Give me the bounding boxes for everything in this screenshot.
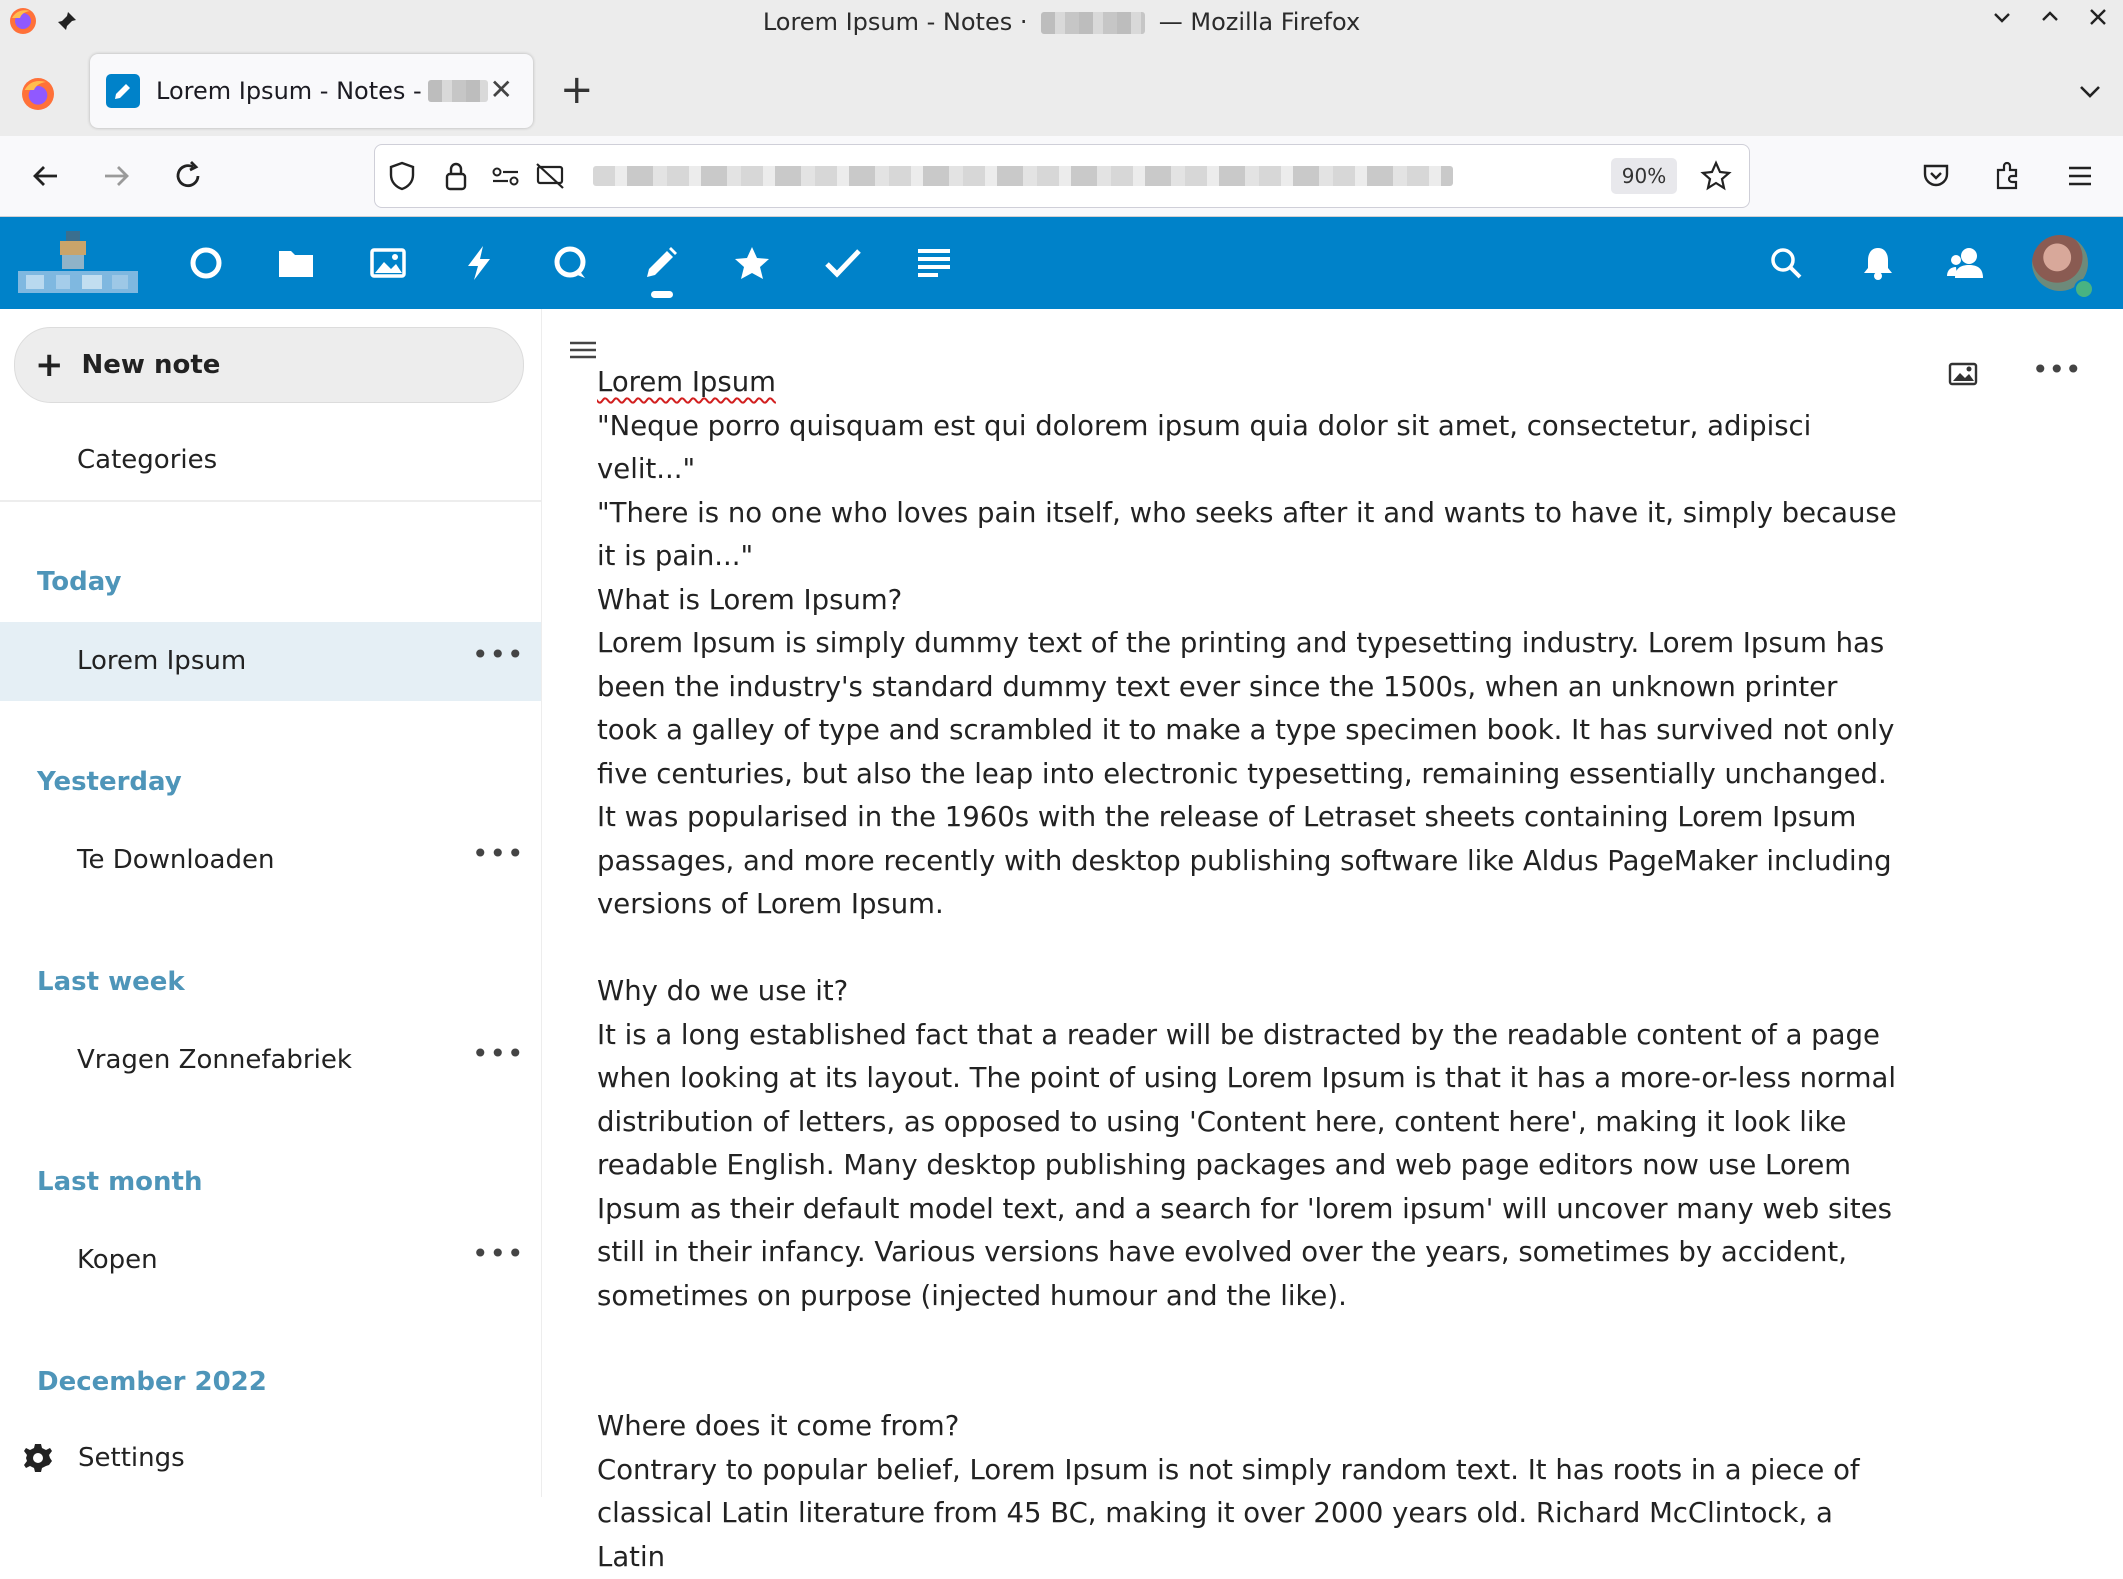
extensions-icon[interactable] <box>1988 156 2028 196</box>
minimize-icon[interactable] <box>1991 6 2013 34</box>
nextcloud-logo[interactable] <box>16 231 140 295</box>
note-editor-more-icon[interactable]: ••• <box>2032 353 2082 386</box>
redacted-domain <box>1041 12 1145 34</box>
note-actions-more-icon[interactable]: ••• <box>472 638 525 671</box>
note-item-kopen[interactable] <box>0 1221 541 1300</box>
forward-icon[interactable] <box>96 156 136 196</box>
window-title-prefix: Lorem Ipsum - Notes · <box>763 8 1028 36</box>
photos-icon[interactable] <box>364 239 412 287</box>
settings-label: Settings <box>78 1443 185 1473</box>
notes-favicon-icon <box>106 74 140 108</box>
note-item-vragen-zonnefabriek[interactable] <box>0 1021 541 1100</box>
new-tab-icon[interactable]: + <box>560 70 594 110</box>
tab-title: Lorem Ipsum - Notes - <box>156 77 422 105</box>
group-title-december-2022: December 2022 <box>37 1367 267 1397</box>
sidebar-divider <box>0 500 541 502</box>
notes-app-icon[interactable] <box>637 239 685 287</box>
categories-item[interactable]: Categories <box>77 445 217 475</box>
lock-icon[interactable] <box>439 159 473 193</box>
url-bar[interactable] <box>374 144 1750 208</box>
note-line <box>597 927 1897 971</box>
gear-icon <box>22 1442 54 1474</box>
note-text-area[interactable] <box>597 361 1897 1579</box>
permissions-icon[interactable] <box>489 159 523 193</box>
note-line: Lorem Ipsum is simply dummy text of the printing and typesetting industry. Lorem Ipsum has been the industry's standard dummy text ever since the 1500s, when an unknown printer took a galley of type and scrambled it to make a type specimen book. It has survived not only five centuries, but also the leap into electronic typesetting, remaining essentially unchanged. It was popularised in the 1960s with the release of Letraset sheets containing Lorem Ipsum passages, and more recently with desktop publishing software like Aldus PageMaker including versions of Lorem Ipsum. <box>597 622 1897 927</box>
files-icon[interactable] <box>272 239 320 287</box>
new-note-label: New note <box>82 350 221 380</box>
group-title-yesterday: Yesterday <box>37 767 182 797</box>
bookmark-star-icon[interactable] <box>1699 159 1733 193</box>
active-app-indicator <box>651 291 673 298</box>
note-item-label: Kopen <box>77 1245 158 1275</box>
note-line: Contrary to popular belief, Lorem Ipsum is not simply random text. It has roots in a piece of classical Latin literature from 45 BC, making it over 2000 years old. Richard McClintock, a Latin <box>597 1449 1897 1579</box>
toggle-sidebar-menu-icon[interactable] <box>566 335 600 365</box>
note-line: Where does it come from? <box>597 1405 1897 1449</box>
note-line: What is Lorem Ipsum? <box>597 579 1897 623</box>
tasks-check-icon[interactable] <box>819 239 867 287</box>
tab-bar <box>0 44 2123 136</box>
screen-sharing-blocked-icon[interactable] <box>533 159 567 193</box>
note-line: "There is no one who loves pain itself, who seeks after it and wants to have it, simply because it is pain..." <box>597 492 1897 579</box>
redacted-tab-domain <box>428 80 488 102</box>
group-title-today: Today <box>37 567 121 597</box>
note-actions-more-icon[interactable]: ••• <box>472 1037 525 1070</box>
note-item-te-downloaden[interactable] <box>0 821 541 900</box>
reload-icon[interactable] <box>168 156 208 196</box>
bookmarks-star-icon[interactable] <box>728 239 776 287</box>
note-line <box>597 1318 1897 1362</box>
dashboard-icon[interactable] <box>182 239 230 287</box>
navigation-bar <box>0 136 2123 217</box>
new-note-button[interactable] <box>14 327 524 403</box>
window-title-suffix: — Mozilla Firefox <box>1159 8 1360 36</box>
window-title <box>763 8 1360 36</box>
back-icon[interactable] <box>26 156 66 196</box>
group-title-last-month: Last month <box>37 1167 202 1197</box>
maximize-icon[interactable] <box>2039 6 2061 34</box>
redacted-url[interactable] <box>593 166 1453 186</box>
note-line <box>597 361 1897 405</box>
pocket-icon[interactable] <box>1916 156 1956 196</box>
contacts-icon[interactable] <box>1942 239 1990 287</box>
window-titlebar <box>0 0 2123 44</box>
insert-image-icon[interactable] <box>1948 361 1982 391</box>
firefox-view-icon[interactable] <box>18 74 58 114</box>
tab-notes[interactable] <box>90 54 533 128</box>
talk-icon[interactable] <box>546 239 594 287</box>
note-line: "Neque porro quisquam est qui dolorem ipsum quia dolor sit amet, consectetur, adipisci velit..." <box>597 405 1897 492</box>
tracking-protection-shield-icon[interactable] <box>385 159 419 193</box>
plus-icon: + <box>35 350 64 380</box>
note-actions-more-icon[interactable]: ••• <box>472 837 525 870</box>
user-status-dot <box>2074 279 2094 299</box>
settings-button[interactable] <box>22 1442 185 1474</box>
group-title-last-week: Last week <box>37 967 185 997</box>
close-window-icon[interactable] <box>2087 6 2109 34</box>
notes-sidebar <box>0 309 542 1497</box>
note-item-label: Te Downloaden <box>77 845 274 875</box>
note-line: It is a long established fact that a reader will be distracted by the readable content of a page when looking at its layout. The point of using Lorem Ipsum is that it has a more-or-less normal distribution of letters, as opposed to using 'Content here, content here', making it look like readable English. Many desktop publishing packages and web page editors now use Lorem Ipsum as their default model text, and a search for 'lorem ipsum' will uncover many web sites still in their infancy. Various versions have evolved over the years, sometimes by accident, sometimes on purpose (injected humour and the like). <box>597 1014 1897 1319</box>
note-line: Why do we use it? <box>597 970 1897 1014</box>
tab-close-icon[interactable]: ✕ <box>490 76 513 104</box>
search-icon[interactable] <box>1762 239 1810 287</box>
notifications-bell-icon[interactable] <box>1854 239 1902 287</box>
note-line-text: Lorem Ipsum <box>597 366 776 398</box>
note-item-label: Vragen Zonnefabriek <box>77 1045 352 1075</box>
pin-icon[interactable] <box>56 10 78 38</box>
nextcloud-header <box>0 217 2123 309</box>
note-actions-more-icon[interactable]: ••• <box>472 1237 525 1270</box>
note-line <box>597 1362 1897 1406</box>
note-editor <box>542 309 2123 1497</box>
firefox-icon <box>8 6 38 42</box>
note-item-lorem-ipsum[interactable] <box>0 622 541 701</box>
deck-list-icon[interactable] <box>910 239 958 287</box>
list-all-tabs-icon[interactable] <box>2075 76 2105 110</box>
app-menu-icon[interactable] <box>2060 156 2100 196</box>
activity-icon[interactable] <box>455 239 503 287</box>
note-item-label: Lorem Ipsum <box>77 646 246 676</box>
zoom-level-button[interactable]: 90% <box>1611 158 1677 194</box>
